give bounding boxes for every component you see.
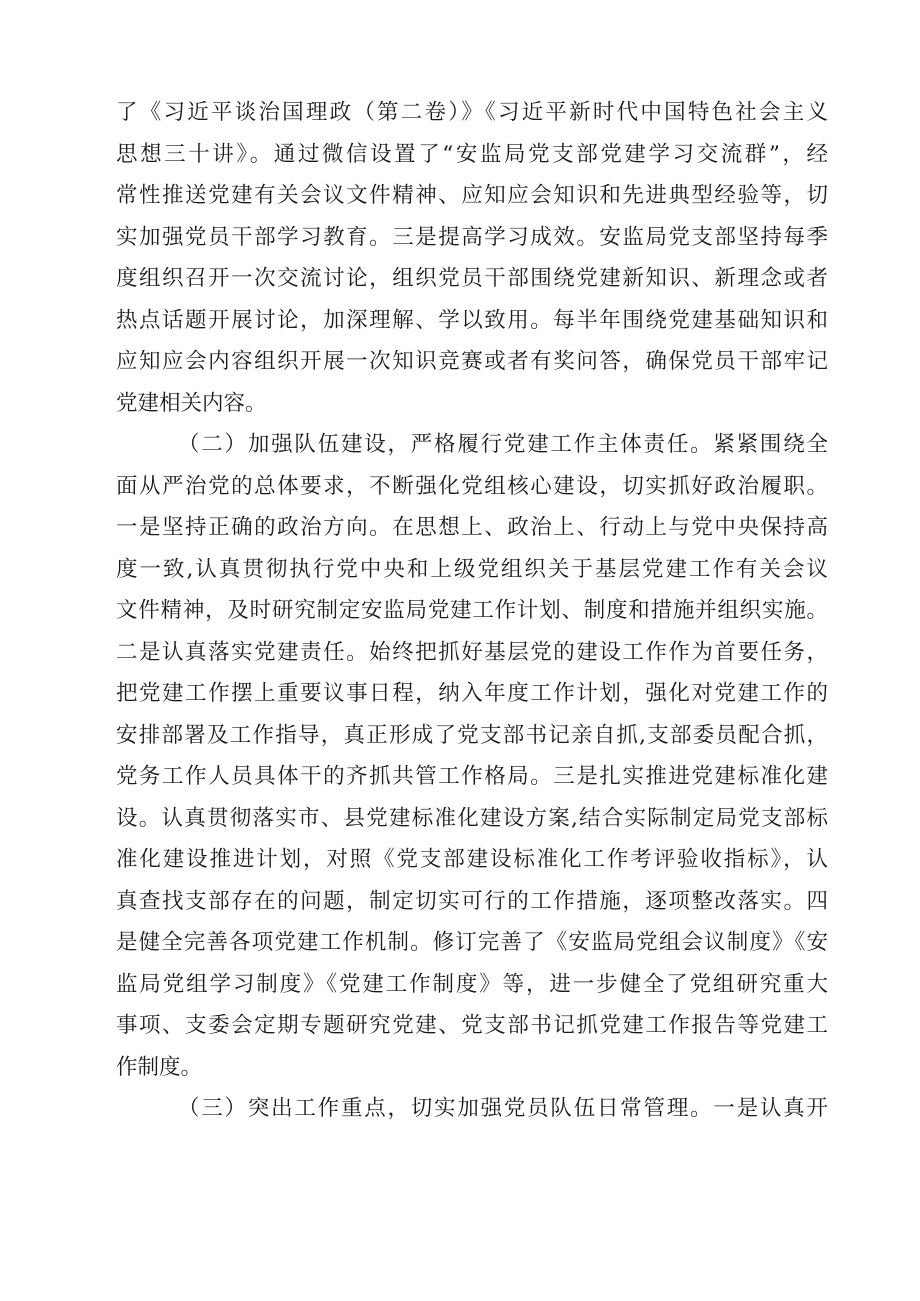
text-line: 应知应会内容组织开展一次知识竞赛或者有奖问答，确保党员干部牢记 <box>116 349 828 374</box>
text-line: 监局党组学习制度》《党建工作制度》等，进一步健全了党组研究重大 <box>116 971 828 997</box>
text-line: 是健全完善各项党建工作机制。修订完善了《安监局党组会议制度》《安 <box>116 930 828 955</box>
text-line: 真查找支部存在的问题，制定切实可行的工作措施，逐项整改落实。四 <box>116 888 828 914</box>
text-line: 常性推送党建有关会议文件精神、应知应会知识和先进典型经验等，切 <box>116 183 828 208</box>
text-line: 热点话题开展讨论，加深理解、学以致用。每半年围绕党建基础知识和 <box>116 307 828 333</box>
text-line: 实加强党员干部学习教育。三是提高学习成效。安监局党支部坚持每季 <box>116 224 828 250</box>
text-line: 面从严治党的总体要求，不断强化党组核心建设，切实抓好政治履职。 <box>116 473 828 499</box>
paragraph-1 <box>116 92 828 424</box>
paragraph-3 <box>116 1088 828 1130</box>
text-line: 安排部署及工作指导，真正形成了党支部书记亲自抓,支部委员配合抓， <box>116 722 828 748</box>
text-line: 党建相关内容。 <box>116 390 267 416</box>
text-line: 文件精神，及时研究制定安监局党建工作计划、制度和措施并组织实施。 <box>116 598 828 623</box>
text-line: 准化建设推进计划，对照《党支部建设标准化工作考评验收指标》，认 <box>116 847 828 872</box>
text-line: 设。认真贯彻落实市、县党建标准化建设方案,结合实际制定局党支部标 <box>116 805 828 831</box>
document-body <box>116 92 828 1130</box>
text-line: 把党建工作摆上重要议事日程，纳入年度工作计划，强化对党建工作的 <box>116 681 828 706</box>
text-line: 二是认真落实党建责任。始终把抓好基层党的建设工作作为首要任务， <box>116 639 828 665</box>
text-line: 一是坚持正确的政治方向。在思想上、政治上、行动上与党中央保持高 <box>116 515 828 540</box>
text-line: 了《习近平谈治国理政（第二卷）》《习近平新时代中国特色社会主义 <box>116 100 828 125</box>
section-heading-line: （二）加强队伍建设，严格履行党建工作主体责任。紧紧围绕全 <box>178 432 828 457</box>
paragraph-2 <box>116 424 828 1088</box>
text-line: 度组织召开一次交流讨论，组织党员干部围绕党建新知识、新理念或者 <box>116 266 828 291</box>
text-line: 作制度。 <box>116 1054 203 1080</box>
text-line: 党务工作人员具体干的齐抓共管工作格局。三是扎实推进党建标准化建 <box>116 764 828 789</box>
text-line: 思想三十讲》。通过微信设置了“安监局党支部党建学习交流群”，经 <box>116 141 828 167</box>
section-heading-line: （三）突出工作重点，切实加强党员队伍日常管理。一是认真开 <box>178 1096 828 1121</box>
text-line: 度一致,认真贯彻执行党中央和上级党组织关于基层党建工作有关会议 <box>116 556 828 582</box>
text-line: 事项、支委会定期专题研究党建、党支部书记抓党建工作报告等党建工 <box>116 1013 828 1038</box>
